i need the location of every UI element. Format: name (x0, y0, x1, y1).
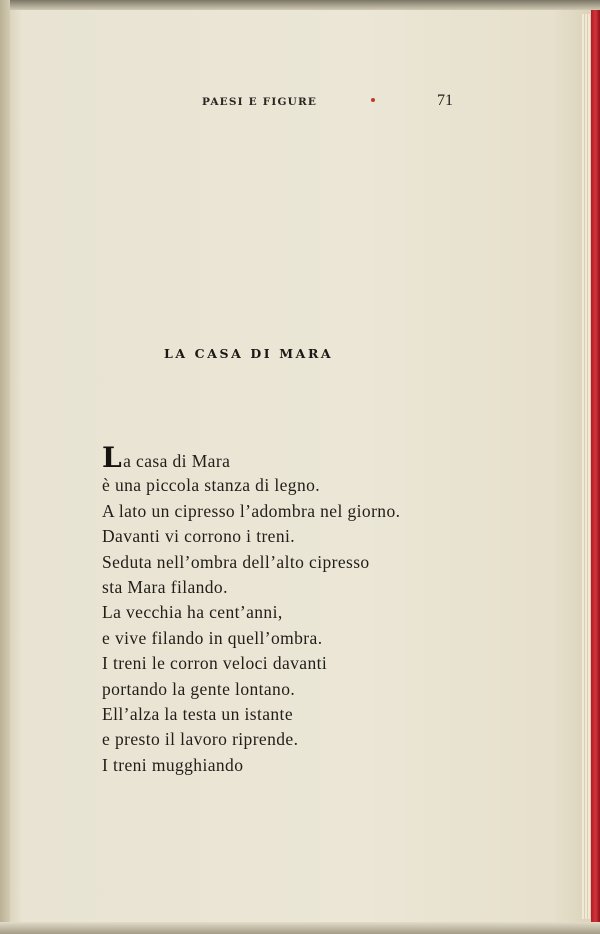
poem-body (102, 441, 401, 778)
poem-line: portando la gente lontano. (102, 678, 296, 699)
page-number: 71 (437, 92, 453, 109)
poem-line: e presto il lavoro riprende. (102, 729, 299, 750)
poem-line (102, 441, 400, 474)
running-head: PAESI E FIGURE (202, 96, 318, 108)
poem-line: La vecchia ha cent’anni, (102, 602, 283, 623)
drop-cap: L (102, 441, 123, 474)
poem-line: e vive filando in quell’ombra. (102, 627, 323, 648)
page-gutter-edge (0, 0, 10, 934)
poem-line: I treni le corron veloci davanti (102, 653, 328, 674)
poem-line: sta Mara filando. (102, 576, 228, 597)
page-top-edge (0, 0, 600, 10)
red-ink-dot (371, 98, 375, 102)
poem-first-line-text: a casa di Mara (123, 451, 231, 471)
poem-line: A lato un cipresso l’adombra nel giorno. (102, 500, 401, 521)
page-bottom-edge (0, 922, 600, 934)
red-cover-edge (591, 10, 600, 925)
poem-line: I treni mugghiando (102, 754, 244, 775)
poem-line: Seduta nell’ombra dell’alto cipresso (102, 551, 370, 572)
poem-line: Ell’alza la testa un istante (102, 703, 293, 724)
poem-title: LA CASA DI MARA (164, 346, 334, 361)
poem-line: Davanti vi corrono i treni. (102, 526, 296, 547)
poem-line: è una piccola stanza di legno. (102, 475, 321, 496)
